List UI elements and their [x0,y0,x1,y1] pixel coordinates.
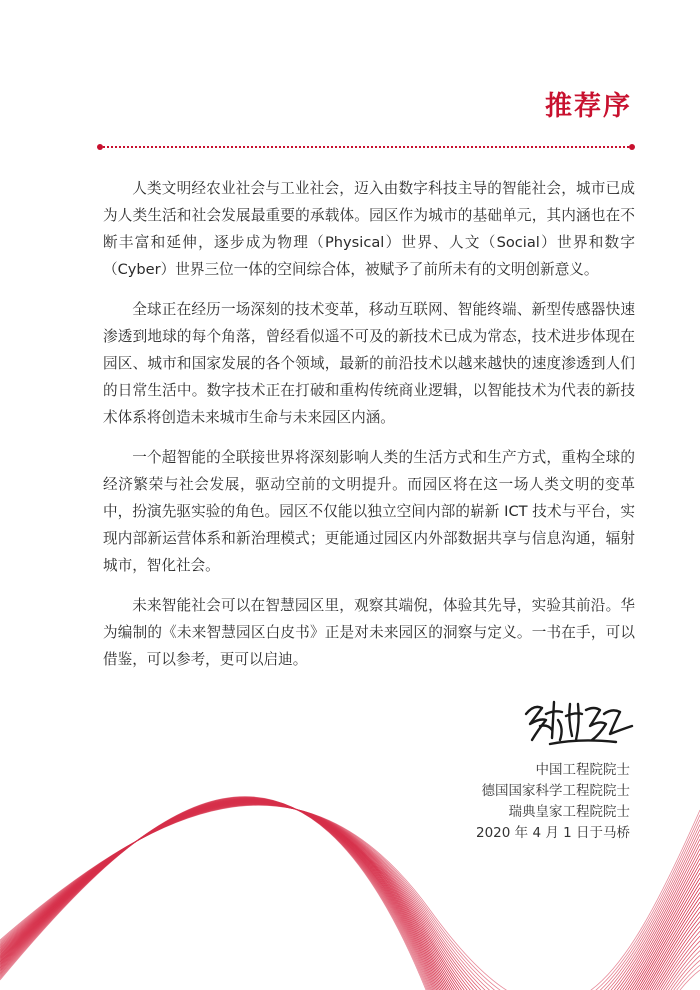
divider-dot-right [629,144,635,150]
paragraph-3: 一个超智能的全联接世界将深刻影响人类的生活方式和生产方式，重构全球的经济繁荣与社会发展，驱动空前的文明提升。而园区将在这一场人类文明的变革中，扮演先驱实验的角色。园区不仅能以独立空间内部的崭新 ICT 技术与平台，实现内部新运营体系和新治理模式；更能通过园区内外部数据共享与信息沟通，辐射城市，智化社会。 [103,449,635,574]
signoff-title-1: 中国工程院院士 [535,762,630,778]
signoff-date: 2020 年 4 月 1 日于马桥 [476,825,630,841]
paragraph-4: 未来智能社会可以在智慧园区里，观察其端倪，体验其先导，实验其前沿。华为编制的《未来智慧园区白皮书》正是对未来园区的洞察与定义。一书在手，可以借鉴，可以参考，更可以启迪。 [103,597,635,668]
divider-dot-left [97,144,103,150]
preface-body [103,175,635,686]
signoff-title-3: 瑞典皇家工程院院士 [508,804,630,820]
handwritten-signature [520,690,640,750]
signoff-block [476,760,630,844]
title-divider [100,146,632,148]
paragraph-1: 人类文明经农业社会与工业社会，迈入由数字科技主导的智能社会，城市已成为人类生活和社会发展最重要的承载体。园区作为城市的基础单元，其内涵也在不断丰富和延伸，逐步成为物理（Physical）世界、人文（Social）世界和数字（Cyber）世界三位一体的空间综合体，被赋予了前所未有的文明创新意义。 [103,180,635,278]
page-title: 推荐序 [545,91,632,122]
paragraph-2: 全球正在经历一场深刻的技术变革，移动互联网、智能终端、新型传感器快速渗透到地球的每个角落，曾经看似遥不可及的新技术已成为常态，技术进步体现在园区、城市和国家发展的各个领域，最新的前沿技术以越来越快的速度渗透到人们的日常生活中。数字技术正在打破和重构传统商业逻辑，以智能技术为代表的新技术体系将创造未来城市生命与未来园区内涵。 [103,301,635,426]
signoff-title-2: 德国国家科学工程院院士 [481,783,630,799]
